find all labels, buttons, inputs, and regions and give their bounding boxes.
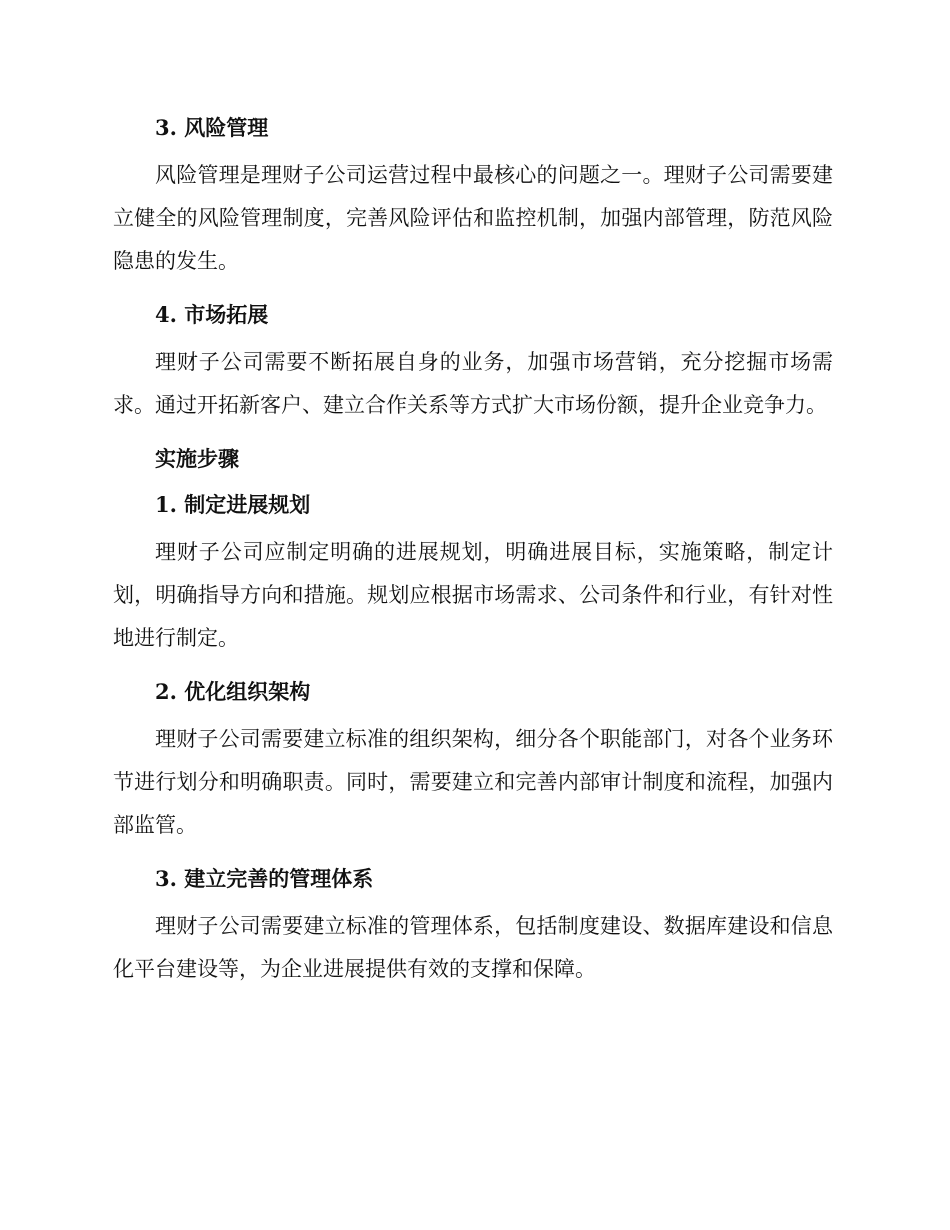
section-heading-implementation-steps: 实施步骤 bbox=[155, 446, 239, 471]
paragraph-organization-structure: 理财子公司需要建立标准的组织架构，细分各个职能部门，对各个业务环节进行划分和明确职责。同时，需要建立和完善内部审计制度和流程，加强内部监管。 bbox=[113, 727, 833, 837]
section-heading-risk-management: 3. 风险管理 bbox=[155, 115, 269, 140]
section-heading-development-plan: 1. 制定进展规划 bbox=[155, 492, 311, 517]
paragraph-development-plan: 理财子公司应制定明确的进展规划，明确进展目标，实施策略，制定计划，明确指导方向和措施。规划应根据市场需求、公司条件和行业，有针对性地进行制定。 bbox=[113, 540, 833, 650]
section-heading-management-system: 3. 建立完善的管理体系 bbox=[155, 866, 374, 891]
section-heading-market-expansion: 4. 市场拓展 bbox=[155, 302, 269, 327]
document-body bbox=[113, 108, 833, 1003]
paragraph-risk-management: 风险管理是理财子公司运营过程中最核心的问题之一。理财子公司需要建立健全的风险管理制度，完善风险评估和监控机制，加强内部管理，防范风险隐患的发生。 bbox=[113, 163, 833, 273]
paragraph-management-system: 理财子公司需要建立标准的管理体系，包括制度建设、数据库建设和信息化平台建设等，为企业进展提供有效的支撑和保障。 bbox=[113, 914, 833, 981]
section-heading-organization-structure: 2. 优化组织架构 bbox=[155, 679, 311, 704]
paragraph-market-expansion: 理财子公司需要不断拓展自身的业务，加强市场营销，充分挖掘市场需求。通过开拓新客户、建立合作关系等方式扩大市场份额，提升企业竞争力。 bbox=[113, 350, 833, 417]
